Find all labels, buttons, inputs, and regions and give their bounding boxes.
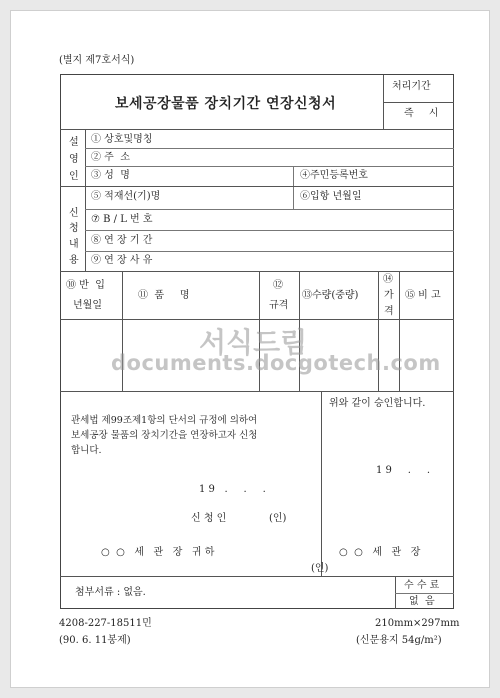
resident-no-label: ④주민등록번호	[300, 170, 368, 181]
name-label: ③ 성 명	[91, 170, 130, 181]
statement-line-1: 관세법 제99조제1항의 단서의 규정에 의하여	[71, 415, 258, 426]
footer-date: (90. 6. 11봉제)	[59, 635, 131, 646]
customs-seal: (인)	[311, 563, 329, 574]
form-number: (별지 제7호서식)	[59, 55, 135, 66]
col-import-date-1: ⑩ 반 입	[66, 280, 105, 291]
col-price-1: ⑭	[383, 274, 393, 285]
request-section-4: 용	[69, 255, 79, 266]
bl-number-label: ⑦ B / L 번 호	[91, 214, 153, 225]
addressee-right: ○ ○ 세 관 장	[339, 547, 421, 558]
footer-code: 4208-227-18511민	[59, 618, 152, 629]
request-section-2: 청	[69, 223, 79, 234]
request-section-3: 내	[69, 239, 79, 250]
col-spec-1: ⑫	[273, 280, 283, 291]
col-price-2: 가	[384, 290, 394, 301]
application-date: 1 9 . . .	[199, 484, 266, 495]
col-item-name: ⑪ 품 명	[138, 290, 190, 301]
attachments: 첨부서류 : 없음.	[75, 587, 146, 598]
paper-type: (신문용지 54g/m²)	[356, 635, 442, 646]
request-section-1: 신	[69, 208, 79, 219]
processing-period-value: 즉 시	[404, 108, 445, 119]
applicant-seal: (인)	[269, 513, 287, 524]
company-label: ① 상호및명칭	[91, 134, 153, 145]
applicant-section-2: 영	[69, 154, 79, 165]
statement-line-2: 보세공장 물품의 장치기간을 연장하고자 신청	[71, 430, 258, 441]
applicant-section-1: 설	[69, 137, 79, 148]
col-remark: ⑮ 비 고	[405, 290, 441, 301]
col-import-date-2: 년월일	[73, 300, 102, 311]
paper-size: 210mm×297mm	[375, 618, 460, 629]
col-quantity: ⑬수량(중량)	[302, 290, 359, 301]
extension-period-label: ⑧ 연 장 기 간	[91, 235, 153, 246]
watermark-title: 서식드림	[199, 326, 308, 359]
form-title: 보세공장물품 장치기간 연장신청서	[115, 96, 337, 112]
statement-line-3: 합니다.	[71, 445, 102, 456]
form-sheet	[10, 10, 490, 688]
address-label: ② 주 소	[91, 152, 130, 163]
applicant-sign-label: 신 청 인	[191, 513, 227, 524]
approval-text: 위와 같이 승인합니다.	[329, 398, 426, 409]
ship-label: ⑤ 적재선(기)명	[91, 191, 161, 202]
fee-value: 없 음	[409, 596, 435, 607]
applicant-section-3: 인	[69, 171, 79, 182]
fee-label: 수 수 료	[404, 580, 440, 591]
extension-reason-label: ⑨ 연 장 사 유	[91, 255, 153, 266]
col-spec-2: 규격	[269, 300, 289, 311]
approval-date: 1 9 . .	[376, 465, 431, 476]
entry-date-label: ⑥입항 년월일	[300, 191, 362, 202]
watermark-url: documents.docgotech.com	[111, 351, 441, 375]
addressee-left: ○ ○ 세 관 장 귀 하	[101, 547, 215, 558]
col-price-3: 격	[384, 306, 394, 317]
processing-period-label: 처리기간	[392, 81, 431, 92]
